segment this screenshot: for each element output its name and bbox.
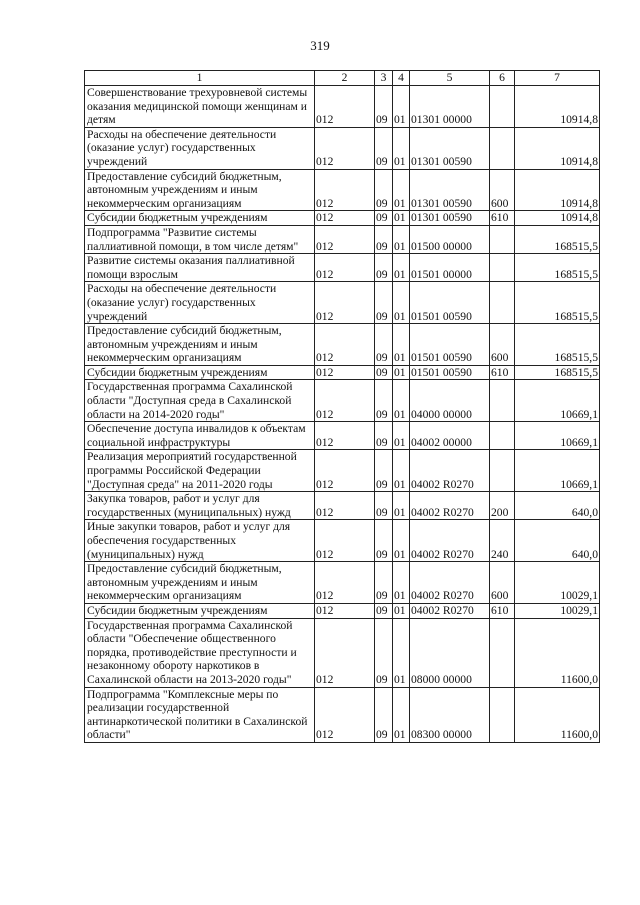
cell-col4: 01 xyxy=(393,211,410,226)
cell-col2: 012 xyxy=(315,422,375,450)
table-row xyxy=(85,520,600,562)
row-name: Субсидии бюджетным учреждениям xyxy=(85,365,315,380)
cell-col4: 01 xyxy=(393,687,410,742)
row-name: Субсидии бюджетным учреждениям xyxy=(85,211,315,226)
header-cell: 5 xyxy=(410,71,490,86)
cell-col3: 09 xyxy=(375,211,393,226)
cell-col7: 11600,0 xyxy=(515,687,600,742)
row-name: Предоставление субсидий бюджетным, автономным учреждениям и иным некоммерческим организациям xyxy=(85,169,315,211)
cell-col3: 09 xyxy=(375,86,393,128)
cell-col4: 01 xyxy=(393,450,410,492)
cell-col7: 168515,5 xyxy=(515,282,600,324)
cell-col3: 09 xyxy=(375,687,393,742)
cell-col7: 10914,8 xyxy=(515,211,600,226)
header-cell: 3 xyxy=(375,71,393,86)
cell-col5: 01301 00590 xyxy=(410,127,490,169)
cell-col5: 01501 00000 xyxy=(410,254,490,282)
cell-col5: 01301 00590 xyxy=(410,169,490,211)
table-row xyxy=(85,86,600,128)
cell-col5: 04002 R0270 xyxy=(410,562,490,604)
cell-col7: 10914,8 xyxy=(515,169,600,211)
header-cell: 7 xyxy=(515,71,600,86)
cell-col4: 01 xyxy=(393,127,410,169)
cell-col6 xyxy=(490,422,515,450)
cell-col3: 09 xyxy=(375,225,393,253)
cell-col3: 09 xyxy=(375,562,393,604)
cell-col3: 09 xyxy=(375,422,393,450)
cell-col5: 04002 00000 xyxy=(410,422,490,450)
cell-col6 xyxy=(490,254,515,282)
cell-col7: 10029,1 xyxy=(515,562,600,604)
cell-col6 xyxy=(490,687,515,742)
table-row xyxy=(85,225,600,253)
cell-col7: 168515,5 xyxy=(515,324,600,366)
cell-col6: 600 xyxy=(490,562,515,604)
cell-col3: 09 xyxy=(375,492,393,520)
cell-col5: 04002 R0270 xyxy=(410,450,490,492)
cell-col7: 640,0 xyxy=(515,520,600,562)
row-name: Предоставление субсидий бюджетным, автономным учреждениям и иным некоммерческим организациям xyxy=(85,324,315,366)
cell-col2: 012 xyxy=(315,282,375,324)
cell-col7: 10029,1 xyxy=(515,603,600,618)
cell-col6: 610 xyxy=(490,603,515,618)
cell-col5: 01501 00590 xyxy=(410,282,490,324)
cell-col2: 012 xyxy=(315,603,375,618)
table-row xyxy=(85,562,600,604)
cell-col4: 01 xyxy=(393,380,410,422)
table-row xyxy=(85,211,600,226)
table-row xyxy=(85,127,600,169)
cell-col5: 04000 00000 xyxy=(410,380,490,422)
budget-table xyxy=(84,70,600,743)
cell-col7: 168515,5 xyxy=(515,254,600,282)
header-cell: 4 xyxy=(393,71,410,86)
row-name: Подпрограмма "Развитие системы паллиативной помощи, в том числе детям" xyxy=(85,225,315,253)
cell-col6 xyxy=(490,86,515,128)
table-row xyxy=(85,492,600,520)
cell-col2: 012 xyxy=(315,365,375,380)
cell-col6: 610 xyxy=(490,211,515,226)
cell-col5: 04002 R0270 xyxy=(410,520,490,562)
cell-col6 xyxy=(490,380,515,422)
cell-col6 xyxy=(490,618,515,687)
cell-col3: 09 xyxy=(375,127,393,169)
cell-col7: 10669,1 xyxy=(515,380,600,422)
cell-col6: 200 xyxy=(490,492,515,520)
cell-col4: 01 xyxy=(393,562,410,604)
page-number: 319 xyxy=(310,38,330,53)
cell-col4: 01 xyxy=(393,225,410,253)
row-name: Подпрограмма "Комплексные меры по реализации государственной антинаркотической политики в Сахалинской области" xyxy=(85,687,315,742)
row-name: Реализация мероприятий государственной программы Российской Федерации "Доступная среда" на 2011-2020 годы xyxy=(85,450,315,492)
table-row xyxy=(85,380,600,422)
cell-col6 xyxy=(490,225,515,253)
cell-col2: 012 xyxy=(315,169,375,211)
row-name: Расходы на обеспечение деятельности (оказание услуг) государственных учреждений xyxy=(85,282,315,324)
cell-col2: 012 xyxy=(315,520,375,562)
row-name: Иные закупки товаров, работ и услуг для обеспечения государственных (муниципальных) нужд xyxy=(85,520,315,562)
table-row xyxy=(85,618,600,687)
cell-col5: 04002 R0270 xyxy=(410,492,490,520)
cell-col7: 640,0 xyxy=(515,492,600,520)
cell-col4: 01 xyxy=(393,365,410,380)
cell-col2: 012 xyxy=(315,380,375,422)
table-row xyxy=(85,282,600,324)
cell-col2: 012 xyxy=(315,225,375,253)
table-row xyxy=(85,254,600,282)
cell-col6: 600 xyxy=(490,324,515,366)
cell-col4: 01 xyxy=(393,169,410,211)
cell-col5: 01501 00590 xyxy=(410,365,490,380)
cell-col3: 09 xyxy=(375,254,393,282)
header-cell: 6 xyxy=(490,71,515,86)
cell-col2: 012 xyxy=(315,450,375,492)
cell-col2: 012 xyxy=(315,562,375,604)
cell-col7: 168515,5 xyxy=(515,365,600,380)
cell-col6 xyxy=(490,282,515,324)
cell-col2: 012 xyxy=(315,492,375,520)
cell-col7: 10669,1 xyxy=(515,450,600,492)
cell-col6 xyxy=(490,127,515,169)
cell-col4: 01 xyxy=(393,618,410,687)
cell-col6: 600 xyxy=(490,169,515,211)
row-name: Субсидии бюджетным учреждениям xyxy=(85,603,315,618)
cell-col5: 01501 00590 xyxy=(410,324,490,366)
row-name: Государственная программа Сахалинской области "Доступная среда в Сахалинской области на 2014-2020 годы" xyxy=(85,380,315,422)
cell-col4: 01 xyxy=(393,603,410,618)
header-cell: 2 xyxy=(315,71,375,86)
cell-col2: 012 xyxy=(315,618,375,687)
row-name: Государственная программа Сахалинской области "Обеспечение общественного порядка, противодействие преступности и незаконному обороту наркотиков в Сахалинской области на 2013-2020 годы" xyxy=(85,618,315,687)
table-row xyxy=(85,169,600,211)
cell-col5: 08300 00000 xyxy=(410,687,490,742)
cell-col5: 08000 00000 xyxy=(410,618,490,687)
cell-col4: 01 xyxy=(393,282,410,324)
cell-col4: 01 xyxy=(393,492,410,520)
cell-col3: 09 xyxy=(375,365,393,380)
cell-col6: 610 xyxy=(490,365,515,380)
cell-col2: 012 xyxy=(315,687,375,742)
cell-col3: 09 xyxy=(375,324,393,366)
header-row xyxy=(85,71,600,86)
cell-col5: 01500 00000 xyxy=(410,225,490,253)
cell-col3: 09 xyxy=(375,380,393,422)
cell-col3: 09 xyxy=(375,618,393,687)
cell-col6 xyxy=(490,450,515,492)
table-row xyxy=(85,422,600,450)
header-cell: 1 xyxy=(85,71,315,86)
table-row xyxy=(85,324,600,366)
cell-col4: 01 xyxy=(393,254,410,282)
row-name: Закупка товаров, работ и услуг для государственных (муниципальных) нужд xyxy=(85,492,315,520)
cell-col4: 01 xyxy=(393,86,410,128)
cell-col6: 240 xyxy=(490,520,515,562)
table-row xyxy=(85,603,600,618)
cell-col3: 09 xyxy=(375,520,393,562)
cell-col7: 168515,5 xyxy=(515,225,600,253)
cell-col5: 01301 00590 xyxy=(410,211,490,226)
cell-col2: 012 xyxy=(315,211,375,226)
cell-col3: 09 xyxy=(375,169,393,211)
row-name: Расходы на обеспечение деятельности (оказание услуг) государственных учреждений xyxy=(85,127,315,169)
table-row xyxy=(85,365,600,380)
cell-col4: 01 xyxy=(393,422,410,450)
cell-col4: 01 xyxy=(393,520,410,562)
cell-col5: 04002 R0270 xyxy=(410,603,490,618)
cell-col7: 10669,1 xyxy=(515,422,600,450)
cell-col3: 09 xyxy=(375,282,393,324)
row-name: Развитие системы оказания паллиативной помощи взрослым xyxy=(85,254,315,282)
cell-col7: 11600,0 xyxy=(515,618,600,687)
table-row xyxy=(85,450,600,492)
cell-col3: 09 xyxy=(375,603,393,618)
cell-col2: 012 xyxy=(315,86,375,128)
row-name: Обеспечение доступа инвалидов к объектам социальной инфраструктуры xyxy=(85,422,315,450)
cell-col3: 09 xyxy=(375,450,393,492)
cell-col4: 01 xyxy=(393,324,410,366)
cell-col7: 10914,8 xyxy=(515,86,600,128)
cell-col2: 012 xyxy=(315,127,375,169)
cell-col7: 10914,8 xyxy=(515,127,600,169)
row-name: Совершенствование трехуровневой системы оказания медицинской помощи женщинам и детям xyxy=(85,86,315,128)
cell-col2: 012 xyxy=(315,324,375,366)
row-name: Предоставление субсидий бюджетным, автономным учреждениям и иным некоммерческим организациям xyxy=(85,562,315,604)
cell-col2: 012 xyxy=(315,254,375,282)
table-row xyxy=(85,687,600,742)
cell-col5: 01301 00000 xyxy=(410,86,490,128)
